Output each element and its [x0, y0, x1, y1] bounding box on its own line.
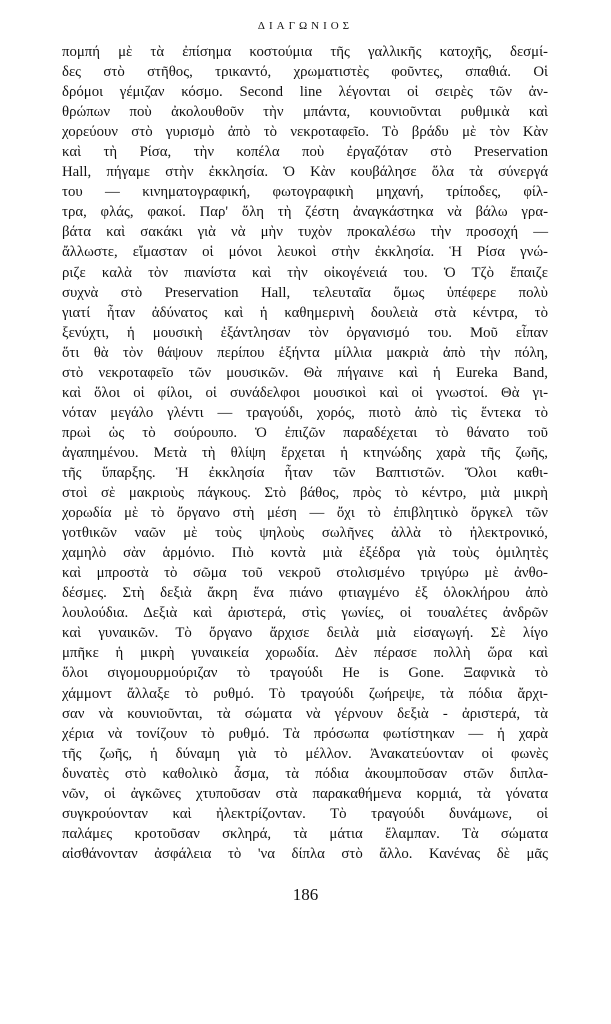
- text-line: ξενύχτι, ἡ μουσικὴ ἐξάντλησαν τὸν ὀργανισμό του. Μοῦ εἶπαν: [62, 324, 548, 341]
- text-line: βάτα καὶ σακάκι γιὰ νὰ μὴν τυχὸν προκαλέσω τὴν προσοχή —: [62, 224, 548, 241]
- text-line: δυνατὲς στὸ καθολικὸ ἆσμα, τὰ πόδια ἀκουμποῦσαν στῶν διπλα-: [62, 765, 548, 782]
- text-line: καὶ τὴ Ρίσα, τὴν κοπέλα ποὺ ἐργαζόταν στὸ Preservation: [62, 144, 548, 161]
- text-line: του — κινηματογραφική, φωτογραφικὴ μηχανή, τρίποδες, φίλ-: [62, 184, 548, 201]
- text-line: χέρια νὰ τονίζουν τὸ ρυθμό. Τὰ πρόσωπα φωτίστηκαν — ἡ χαρὰ: [62, 725, 548, 742]
- text-line: καὶ ὅλοι οἱ φίλοι, οἱ συνάδελφοι μουσικοὶ καὶ οἱ γνωστοί. Θὰ γι-: [62, 384, 548, 401]
- text-line: ὅλοι σιγομουρμούριζαν τὸ τραγούδι He is Gone. Ξαφνικὰ τὸ: [62, 665, 548, 682]
- running-head: ΔΙΑΓΩΝΙΟΣ: [257, 20, 354, 32]
- text-line: νόταν μεγάλο γλέντι — τραγούδι, χορός, πιοτὸ ἀπὸ τὶς ἕντεκα τὸ: [62, 404, 548, 421]
- text-line: παλάμες κροτοῦσαν σκληρά, τὰ μάτια ἔλαμπαν. Τὰ σώματα: [62, 825, 548, 842]
- page-number: 186: [292, 885, 319, 904]
- text-line: συγκρούονταν καὶ ἠλεκτρίζονταν. Τὸ τραγούδι δυνάμωνε, οἱ: [62, 805, 548, 822]
- text-line: σαν νὰ κουνιοῦνται, τὰ σώματα νὰ γέρνουν δεξιὰ - ἀριστερά, τὰ: [62, 705, 548, 722]
- text-line: λουλούδια. Δεξιὰ καὶ ἀριστερά, στὶς γωνίες, οἱ τουαλέτες ἀνδρῶν: [62, 605, 548, 622]
- text-line: τῆς ζωῆς, ἡ δύναμη γιὰ τὸ μέλλον. Ἀνακατεύονταν οἱ φωνὲς: [62, 745, 548, 762]
- text-line: θρώπων ποὺ ἀκολουθοῦν τὴν μπάντα, κουνιοῦνται ρυθμικὰ καὶ: [62, 104, 548, 121]
- text-line: τῆς ὕπαρξης. Ἡ ἐκκλησία ἦταν τῶν Βαπτιστῶν. Ὅλοι καθι-: [62, 464, 548, 481]
- text-line: χορωδία μὲ τὸ ὄργανο στὴ μέση — ὄχι τὸ ἐπιβλητικὸ ὄργκελ τῶν: [62, 505, 548, 522]
- text-line: μπῆκε ἡ μικρὴ γυναικεία χορωδία. Δὲν πέρασε πολλὴ ὥρα καὶ: [62, 645, 548, 662]
- body-text: [62, 42, 548, 864]
- text-line: καὶ μπροστὰ τὸ σῶμα τοῦ νεκροῦ στολισμένο τριγύρω μὲ ἀνθο-: [62, 565, 548, 582]
- text-line: νῶν, οἱ ἀγκῶνες χτυποῦσαν στὰ παρακαθήμενα κορμιά, τὰ γόνατα: [62, 785, 548, 802]
- text-line: συχνὰ στὸ Preservation Hall, τελευταῖα ὅμως ὑπέφερε πολὺ: [62, 284, 548, 301]
- text-line: στοὶ σὲ μακριοὺς πάγκους. Στὸ βάθος, πρὸς τὸ κέντρο, μιὰ μικρὴ: [62, 485, 548, 502]
- text-line: ἄλλωστε, εἴμασταν οἱ μόνοι λευκοὶ στὴν ἐκκλησία. Ἡ Ρίσα γνώ-: [62, 244, 548, 261]
- text-line: χαμηλὸ σὰν ἁρμόνιο. Πιὸ κοντὰ μιὰ ἐξέδρα γιὰ τοὺς ὁμιλητὲς: [62, 545, 548, 562]
- text-line: πρωὶ ὡς τὸ σούρουπο. Ὁ ἐπιζῶν παραδέχεται τὸ θάνατο τοῦ: [62, 424, 548, 441]
- text-line: ἀγαπημένου. Μετὰ τὴ θλίψη ἔρχεται ἡ κτηνώδης χαρὰ τῆς ζωῆς,: [62, 444, 548, 461]
- text-line: γιατί ἦταν ἀδύνατος καὶ ἡ καθημερινὴ δουλειὰ στὰ κέντρα, τὸ: [62, 304, 548, 321]
- text-line: χάμμοντ ἄλλαξε τὸ ρυθμό. Τὸ τραγούδι ζωήρεψε, τὰ πόδια ἄρχι-: [62, 685, 548, 702]
- text-line: αἰσθάνονταν ἀσφάλεια τὸ 'να δίπλα στὸ ἄλλο. Κανένας δὲ μᾶς: [62, 845, 548, 862]
- text-line: ριζε καλὰ τὸν πιανίστα καὶ τὴν οἰκογένειά του. Ὁ Τζὸ ἔπαιζε: [62, 264, 548, 281]
- text-line: γοτθικῶν ναῶν μὲ τοὺς ψηλοὺς σωλῆνες ἀλλὰ τὸ ἠλεκτρονικό,: [62, 525, 548, 542]
- text-line: πομπή μὲ τὰ ἐπίσημα κοστούμια τῆς γαλλικῆς κατοχῆς, δεσμί-: [62, 44, 548, 60]
- text-line: ὅτι θὰ τὸν θάψουν περίπου ἑξήντα μίλλια μακριὰ ἀπὸ τὴν πόλη,: [62, 344, 548, 361]
- text-line: δέσμες. Στὴ δεξιὰ ἄκρη ἕνα πιάνο φτιαγμένο ἐξ ὁλοκλήρου ἀπὸ: [62, 585, 548, 602]
- text-line: καὶ γυναικῶν. Τὸ ὄργανο ἄρχισε δειλὰ μιὰ εἰσαγωγή. Σὲ λίγο: [62, 625, 548, 642]
- text-line: χορεύουν στὸ γυρισμὸ ἀπὸ τὸ νεκροταφεῖο. Τὸ βράδυ μὲ τὸν Κὰν: [62, 124, 548, 141]
- text-line: δρόμοι γέμιζαν κόσμο. Second line λέγονται οἱ σειρὲς τῶν ἀν-: [62, 84, 548, 101]
- text-line: τρα, φλάς, φακοί. Παρ' ὅλη τὴ ζέστη ἀναγκάστηκα νὰ βάλω γρα-: [62, 204, 548, 221]
- text-line: δες στὸ στῆθος, τρικαντό, χρωματιστὲς φοῦντες, σπαθιά. Οἱ: [62, 64, 548, 81]
- text-line: στὸ νεκροταφεῖο τῶν μουσικῶν. Θὰ πήγαινε καὶ ἡ Eureka Band,: [62, 364, 548, 381]
- text-line: Hall, πήγαμε στὴν ἐκκλησία. Ὁ Κὰν κουβάλησε ὅλα τὰ σύνεργά: [62, 164, 548, 181]
